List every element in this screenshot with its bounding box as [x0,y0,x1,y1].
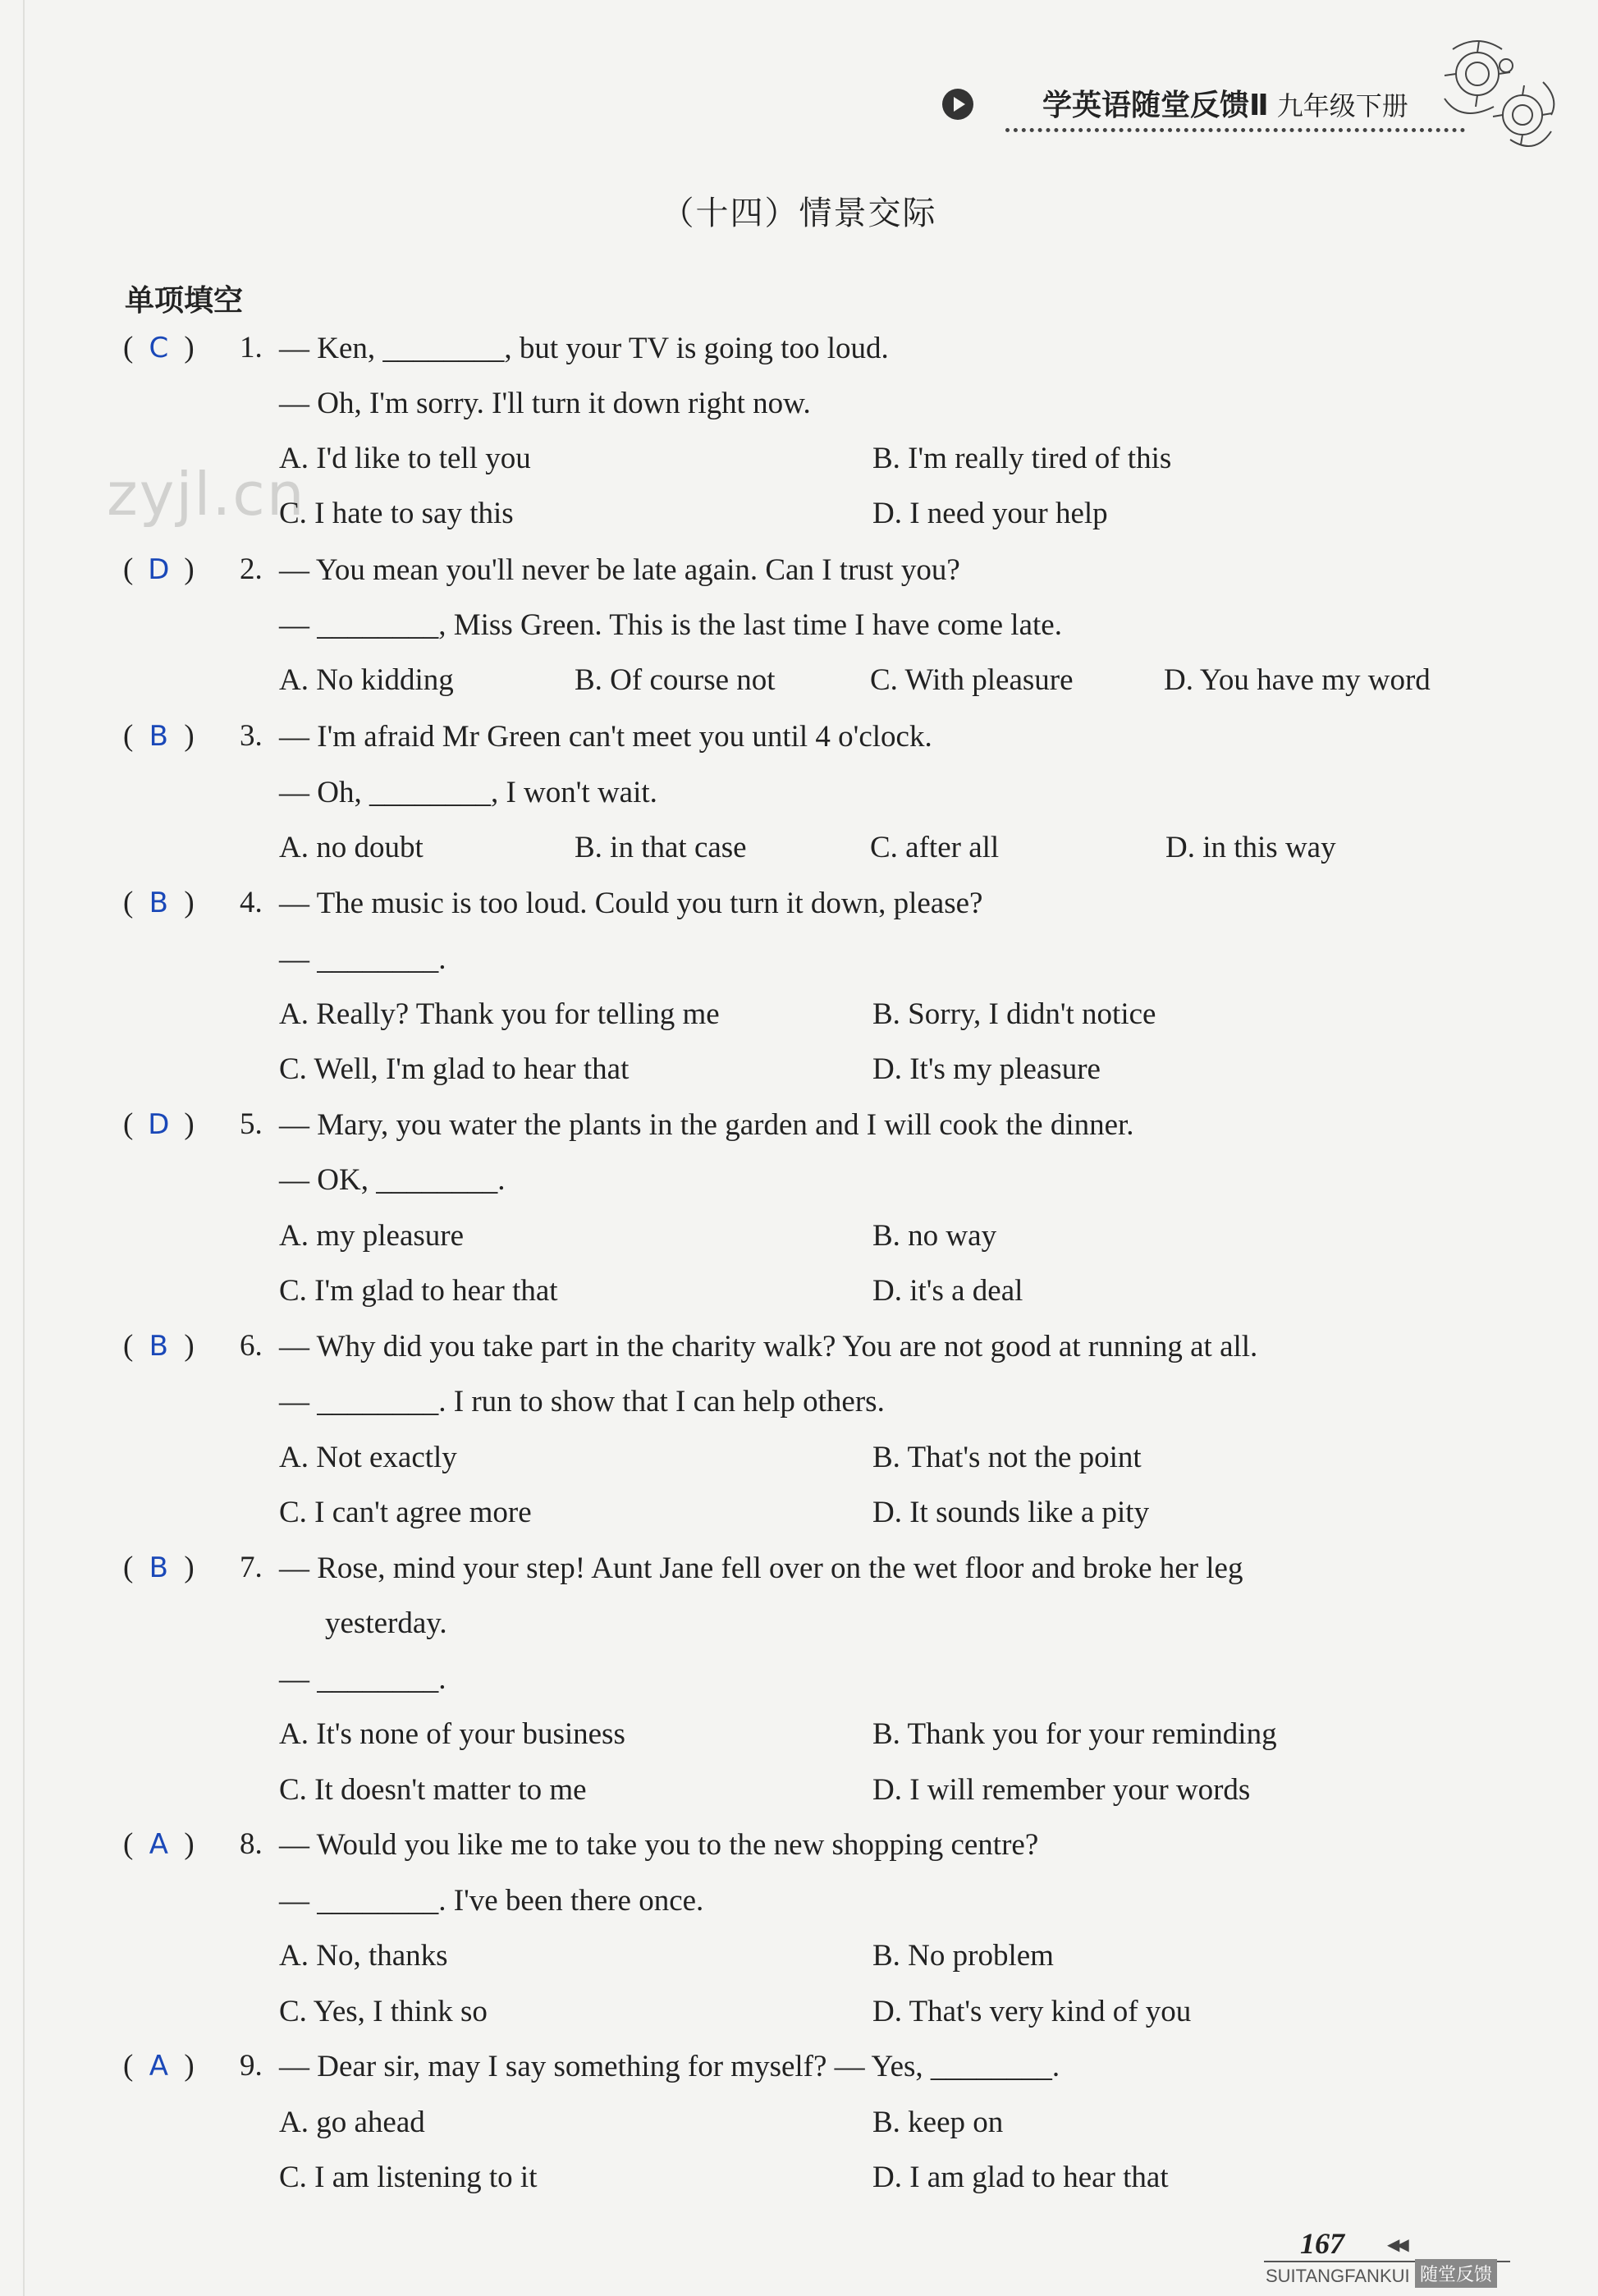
option-a: A. Really? Thank you for telling me [279,997,720,1031]
footer-brand-badge: 随堂反馈 [1415,2259,1497,2288]
option-d: D. You have my word [1164,663,1431,697]
answer-slot: ( A ) [123,2049,195,2083]
answer-letter: C [149,332,169,364]
option-b: B. No problem [872,1939,1054,1973]
answer-slot: ( C ) [123,331,195,364]
question-line: — Mary, you water the plants in the garden and I will cook the dinner. [279,1108,1134,1142]
question-number: 6. [240,1329,263,1363]
answer-letter: D [148,553,170,586]
answer-letter: D [148,1108,170,1141]
answer-letter: B [149,1330,168,1363]
answer-slot: ( B ) [123,1329,195,1363]
option-d: D. It sounds like a pity [872,1496,1150,1529]
option-b: B. That's not the point [872,1441,1142,1474]
option-c: C. I am listening to it [279,2161,538,2194]
option-a: A. No kidding [279,663,454,697]
option-c: C. Well, I'm glad to hear that [279,1052,630,1086]
question-line: — ________, Miss Green. This is the last time I have come late. [279,608,1062,642]
question-number: 4. [240,886,263,919]
option-c: C. I hate to say this [279,497,514,530]
question-line: — Dear sir, may I say something for myself? — Yes, ________. [279,2050,1060,2083]
header-title [1042,82,1408,124]
answer-slot: ( B ) [123,1551,195,1584]
question-line: — You mean you'll never be late again. Can I trust you? [279,553,960,587]
header-dotted-rule [1005,128,1465,132]
option-c: C. I can't agree more [279,1496,532,1529]
question-number: 3. [240,719,263,753]
question-number: 7. [240,1551,263,1584]
answer-letter: A [149,2050,168,2083]
double-left-arrow-icon: ◀◀ [1387,2236,1406,2254]
option-c: C. It doesn't matter to me [279,1773,587,1807]
footer-brand-en: SUITANGFANKUI [1266,2266,1410,2286]
question-line: — ________. I've been there once. [279,1884,704,1918]
option-b: B. Sorry, I didn't notice [872,997,1156,1031]
question-line: — ________. [279,942,446,976]
answer-slot: ( D ) [123,552,195,586]
flower-ornament-icon [1428,25,1568,172]
option-a: A. It's none of your business [279,1717,625,1751]
option-a: A. no doubt [279,831,424,864]
question-line: — Ken, ________, but your TV is going too loud. [279,332,889,365]
question-number: 5. [240,1107,263,1141]
option-c: C. With pleasure [870,663,1074,697]
answer-letter: B [149,1551,168,1584]
answer-slot: ( B ) [123,719,195,753]
option-b: B. Thank you for your reminding [872,1717,1277,1751]
question-line: — Oh, I'm sorry. I'll turn it down right now. [279,387,811,420]
option-d: D. it's a deal [872,1274,1023,1308]
question-number: 1. [240,331,263,364]
question-line: — The music is too loud. Could you turn it down, please? [279,887,983,920]
answer-slot: ( D ) [123,1107,195,1141]
option-a: A. I'd like to tell you [279,442,531,475]
question-number: 9. [240,2049,263,2083]
page-edge [23,0,25,2296]
option-d: D. in this way [1165,831,1336,864]
question-line: — ________. I run to show that I can help others. [279,1385,885,1418]
book-title: 学英语随堂反馈Ⅱ [1042,89,1269,122]
option-d: D. I am glad to hear that [872,2161,1169,2194]
option-b: B. no way [872,1219,997,1253]
option-b: B. Of course not [575,663,776,697]
option-b: B. in that case [575,831,747,864]
answer-letter: B [149,720,168,753]
grade-label: 九年级下册 [1276,90,1408,121]
option-b: B. I'm really tired of this [872,442,1172,475]
option-d: D. It's my pleasure [872,1052,1101,1086]
question-line: — Rose, mind your step! Aunt Jane fell over on the wet floor and broke her leg [279,1551,1243,1585]
question-line: — Why did you take part in the charity walk? You are not good at running at all. [279,1330,1258,1363]
question-line: — Would you like me to take you to the new shopping centre? [279,1828,1039,1862]
play-icon [942,89,973,120]
answer-slot: ( B ) [123,886,195,919]
question-line: — Oh, ________, I won't wait. [279,776,657,809]
question-line: yesterday. [325,1606,447,1640]
page-header [936,76,1428,133]
section-title: （十四）情景交际 [661,195,937,232]
answer-letter: B [149,887,168,919]
answer-slot: ( A ) [123,1827,195,1861]
question-line: — I'm afraid Mr Green can't meet you until 4 o'clock. [279,720,932,754]
option-d: D. I need your help [872,497,1108,530]
option-c: C. I'm glad to hear that [279,1274,558,1308]
question-number: 2. [240,552,263,586]
question-line: — OK, ________. [279,1163,506,1197]
option-c: C. after all [870,831,1000,864]
option-d: D. That's very kind of you [872,1995,1192,2028]
option-b: B. keep on [872,2106,1004,2139]
option-a: A. No, thanks [279,1939,448,1973]
page-number: 167 [1300,2227,1344,2260]
watermark: zyjl.cn [107,460,306,529]
exercise-type-heading: 单项填空 [125,284,244,318]
option-a: A. go ahead [279,2106,425,2139]
answer-letter: A [149,1828,168,1861]
option-d: D. I will remember your words [872,1773,1251,1807]
option-c: C. Yes, I think so [279,1995,488,2028]
option-a: A. Not exactly [279,1441,457,1474]
question-line: — ________. [279,1662,446,1696]
option-a: A. my pleasure [279,1219,465,1253]
question-number: 8. [240,1827,263,1861]
